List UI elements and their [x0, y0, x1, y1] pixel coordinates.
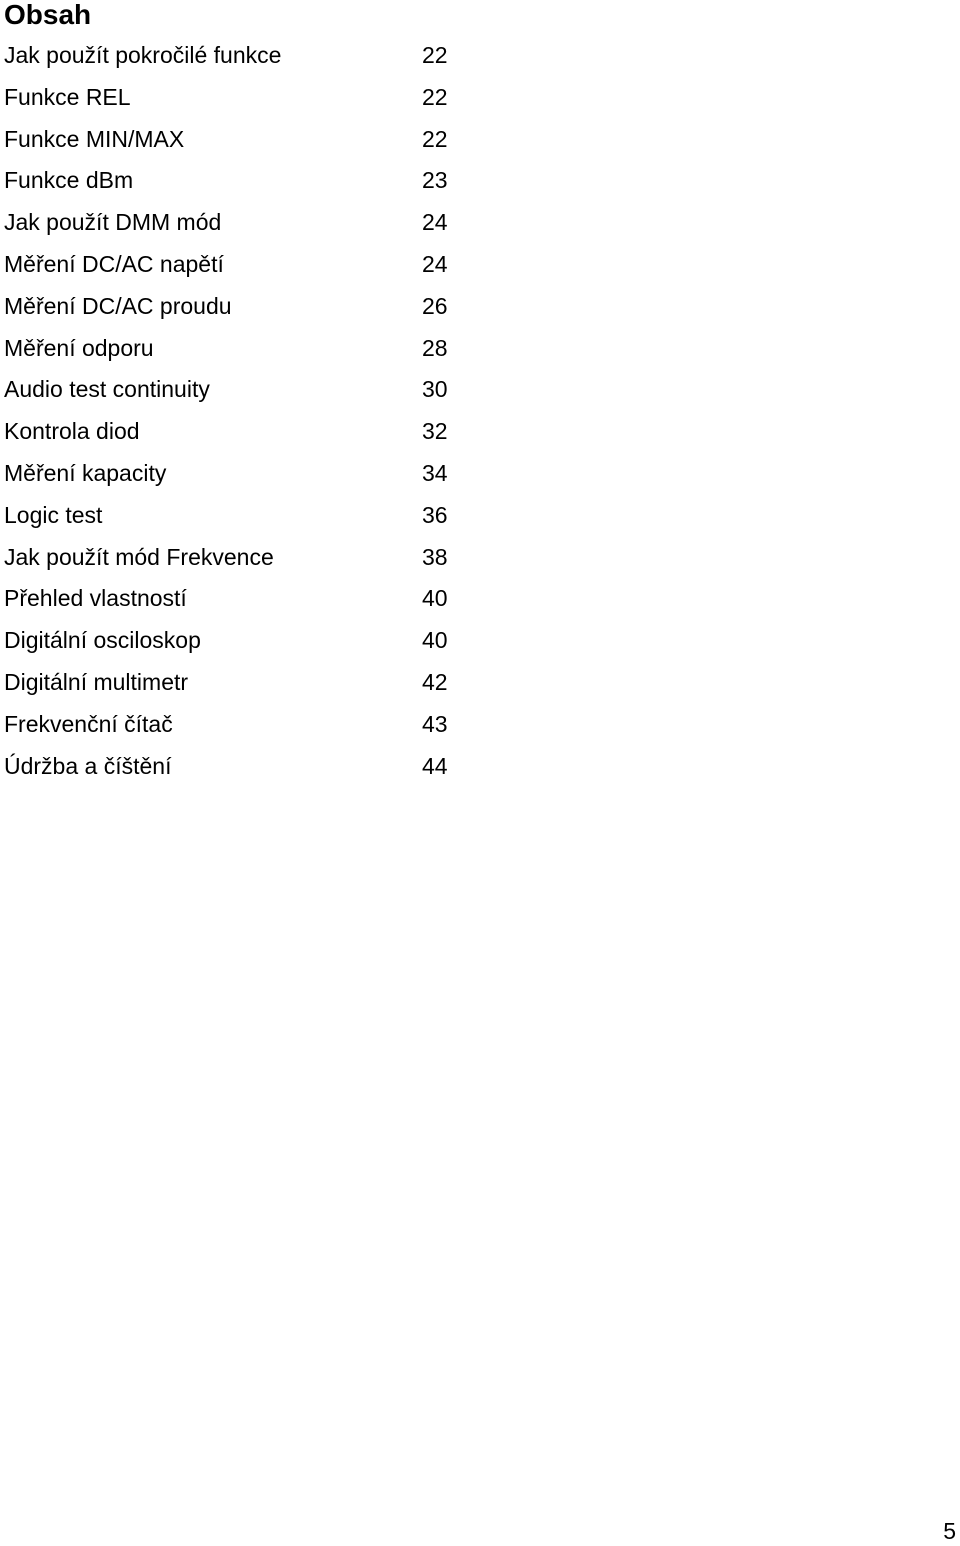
toc-entry[interactable]	[4, 165, 456, 207]
toc-entry[interactable]	[4, 416, 456, 458]
toc-entry-page: 26	[422, 292, 448, 319]
toc-entry-page: 36	[422, 501, 448, 528]
toc-entry[interactable]	[4, 667, 456, 709]
toc-entry-page: 24	[422, 209, 448, 236]
toc-entry[interactable]	[4, 709, 456, 751]
toc-entry-title: Údržba a číštění	[4, 752, 172, 779]
toc-entry-title: Digitální multimetr	[4, 668, 189, 695]
toc-entry-title: Funkce REL	[4, 83, 131, 110]
toc-entry-page: 28	[422, 334, 448, 361]
toc-entry-title: Měření DC/AC napětí	[4, 250, 224, 277]
toc-entry-page: 42	[422, 668, 448, 695]
toc-entry-page: 24	[422, 250, 448, 277]
toc-entry[interactable]	[4, 82, 456, 124]
toc-entry-title: Jak použít mód Frekvence	[4, 543, 274, 570]
toc-entry[interactable]	[4, 40, 456, 82]
toc-entry-title: Jak použít pokročilé funkce	[4, 42, 282, 68]
toc-entry-page: 22	[422, 125, 448, 152]
toc-entry-title: Frekvenční čítač	[4, 710, 173, 737]
table-of-contents	[4, 40, 456, 792]
toc-entry[interactable]	[4, 291, 456, 333]
toc-entry-title: Měření odporu	[4, 334, 154, 361]
toc-entry-title: Jak použít DMM mód	[4, 209, 222, 236]
toc-entry[interactable]	[4, 333, 456, 375]
toc-entry-title: Funkce dBm	[4, 167, 134, 194]
toc-entry[interactable]	[4, 583, 456, 625]
toc-entry[interactable]	[4, 625, 456, 667]
toc-entry[interactable]	[4, 207, 456, 249]
toc-entry-page: 32	[422, 418, 448, 445]
toc-entry-title: Měření kapacity	[4, 459, 167, 486]
toc-entry-page: 22	[422, 83, 448, 110]
toc-entry-page: 34	[422, 459, 448, 486]
toc-entry[interactable]	[4, 500, 456, 542]
page-title: Obsah	[4, 0, 92, 30]
toc-entry[interactable]	[4, 458, 456, 500]
toc-entry-title: Měření DC/AC proudu	[4, 292, 232, 319]
toc-entry-page: 43	[422, 710, 448, 737]
toc-entry-page: 44	[422, 752, 448, 779]
toc-entry[interactable]	[4, 542, 456, 584]
toc-entry-title: Logic test	[4, 501, 103, 528]
toc-entry-page: 22	[422, 42, 448, 68]
toc-entry-page: 40	[422, 627, 448, 654]
toc-entry-title: Kontrola diod	[4, 418, 140, 445]
toc-entry-page: 30	[422, 376, 448, 403]
toc-entry-title: Funkce MIN/MAX	[4, 125, 185, 152]
toc-entry-title: Audio test continuity	[4, 376, 210, 403]
toc-entry-page: 38	[422, 543, 448, 570]
toc-entry-page: 40	[422, 585, 448, 612]
page-number: 5	[943, 1518, 956, 1544]
toc-entry[interactable]	[4, 751, 456, 793]
toc-entry[interactable]	[4, 249, 456, 291]
toc-entry[interactable]	[4, 124, 456, 166]
toc-entry-title: Digitální osciloskop	[4, 627, 201, 654]
toc-entry-title: Přehled vlastností	[4, 585, 187, 612]
toc-entry[interactable]	[4, 374, 456, 416]
toc-entry-page: 23	[422, 167, 448, 194]
